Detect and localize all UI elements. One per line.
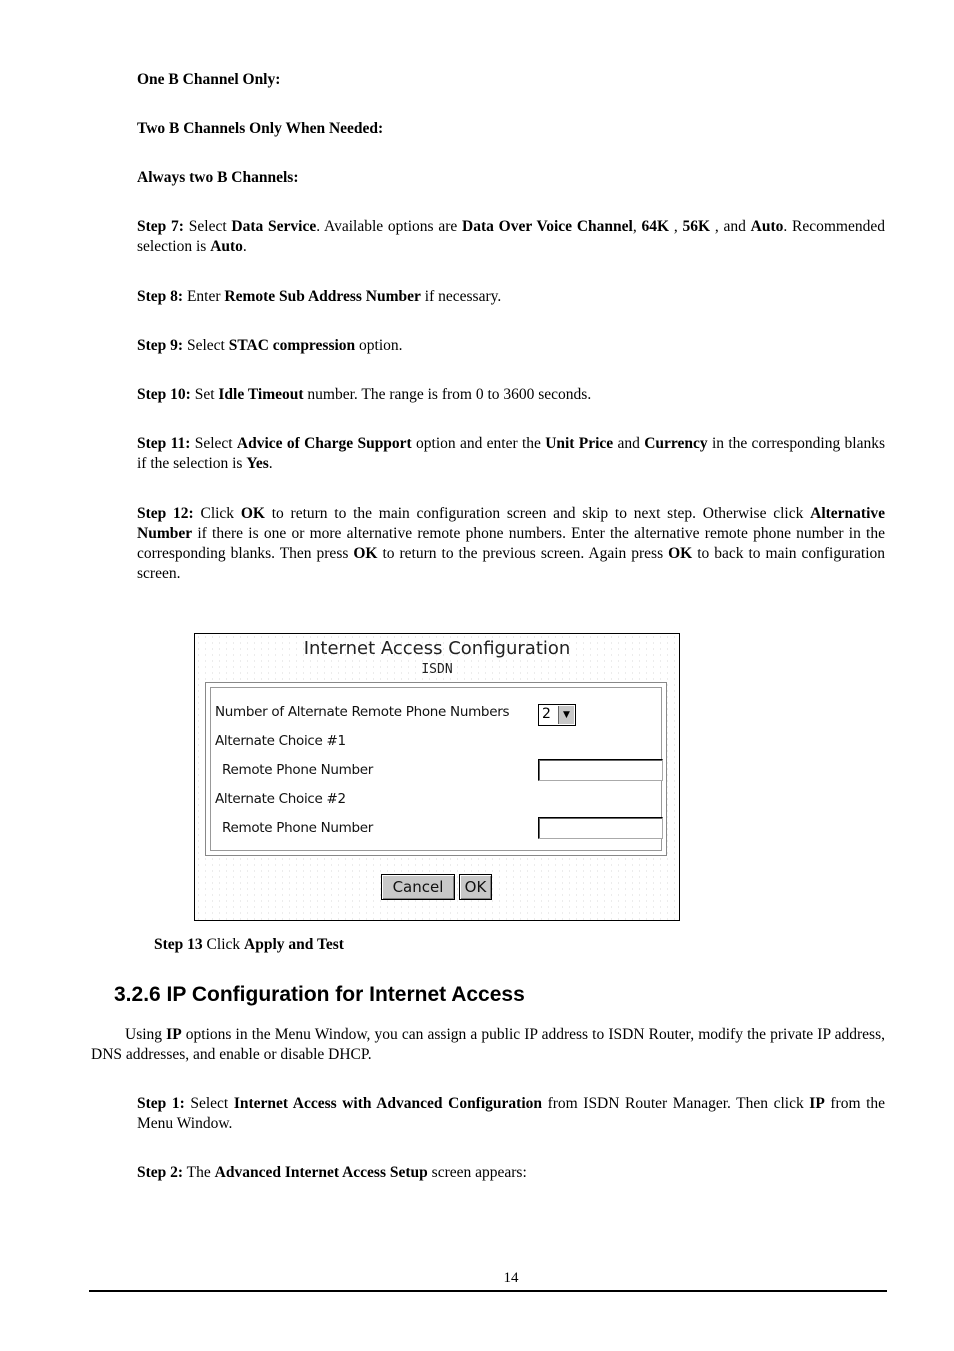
num-alternate-numbers-label: Number of Alternate Remote Phone Numbers (215, 704, 510, 720)
num-alternate-numbers-value: 2 (542, 706, 551, 722)
step-7-paragraph: Step 7: Select Data Service. Available options are Data Over Voice Channel, 64K , 56K , and Auto. Recommended selection is Auto. (137, 218, 885, 255)
step-12-paragraph: Step 12: Click OK to return to the main configuration screen and skip to next step. Otherwise click Alternative Number if there is one or more alternative remote phone numbers. Enter the alternative remote phone number in the corresponding blanks. Then press OK to return to the previous screen. Again press OK to back to main configuration screen. (137, 505, 886, 582)
alternate-numbers-panel (205, 682, 667, 856)
step-9-paragraph: Step 9: Select STAC compression option. (137, 337, 403, 354)
chevron-down-icon[interactable]: ▼ (558, 706, 574, 724)
section-intro-paragraph: Using IP options in the Menu Window, you can assign a public IP address to ISDN Router, modify the private IP address, DNS addresses, and enable or disable DHCP. (91, 1026, 885, 1063)
option-two-b-channels-needed: Two B Channels Only When Needed: (137, 120, 384, 137)
alt1-remote-phone-input[interactable] (538, 759, 663, 781)
cancel-button[interactable]: Cancel (381, 874, 455, 900)
step-13-paragraph: Step 13 Click Apply and Test (154, 936, 344, 953)
option-one-b-channel: One B Channel Only: (137, 71, 281, 88)
page-number: 14 (503, 1270, 519, 1286)
section-step-1-paragraph: Step 1: Select Internet Access with Advanced Configuration from ISDN Router Manager. Then click IP from the Menu Window. (137, 1095, 886, 1132)
footer-rule (89, 1290, 887, 1292)
num-alternate-numbers-select[interactable] (538, 704, 576, 726)
step-10-paragraph: Step 10: Set Idle Timeout number. The range is from 0 to 3600 seconds. (137, 386, 592, 403)
dialog-subtitle: ISDN (421, 662, 453, 677)
option-always-two-b-channels: Always two B Channels: (137, 169, 299, 186)
step-8-paragraph: Step 8: Enter Remote Sub Address Number if necessary. (137, 288, 502, 305)
alt2-remote-phone-input[interactable] (538, 817, 663, 839)
ok-button[interactable]: OK (459, 874, 492, 900)
alternate-choice-1-label: Alternate Choice #1 (215, 733, 346, 749)
dialog-title: Internet Access Configuration (303, 638, 571, 659)
section-step-2-paragraph: Step 2: The Advanced Internet Access Setup screen appears: (137, 1164, 527, 1181)
step-11-paragraph: Step 11: Select Advice of Charge Support option and enter the Unit Price and Currency in the corresponding blanks if the selection is Yes. (137, 435, 886, 472)
section-heading: 3.2.6 IP Configuration for Internet Access (114, 983, 525, 1006)
alternate-choice-2-label: Alternate Choice #2 (215, 791, 346, 807)
alt1-remote-phone-label: Remote Phone Number (222, 762, 374, 778)
alternate-numbers-panel-inner (210, 687, 662, 851)
alt2-remote-phone-label: Remote Phone Number (222, 820, 374, 836)
internet-access-configuration-dialog (194, 633, 680, 921)
